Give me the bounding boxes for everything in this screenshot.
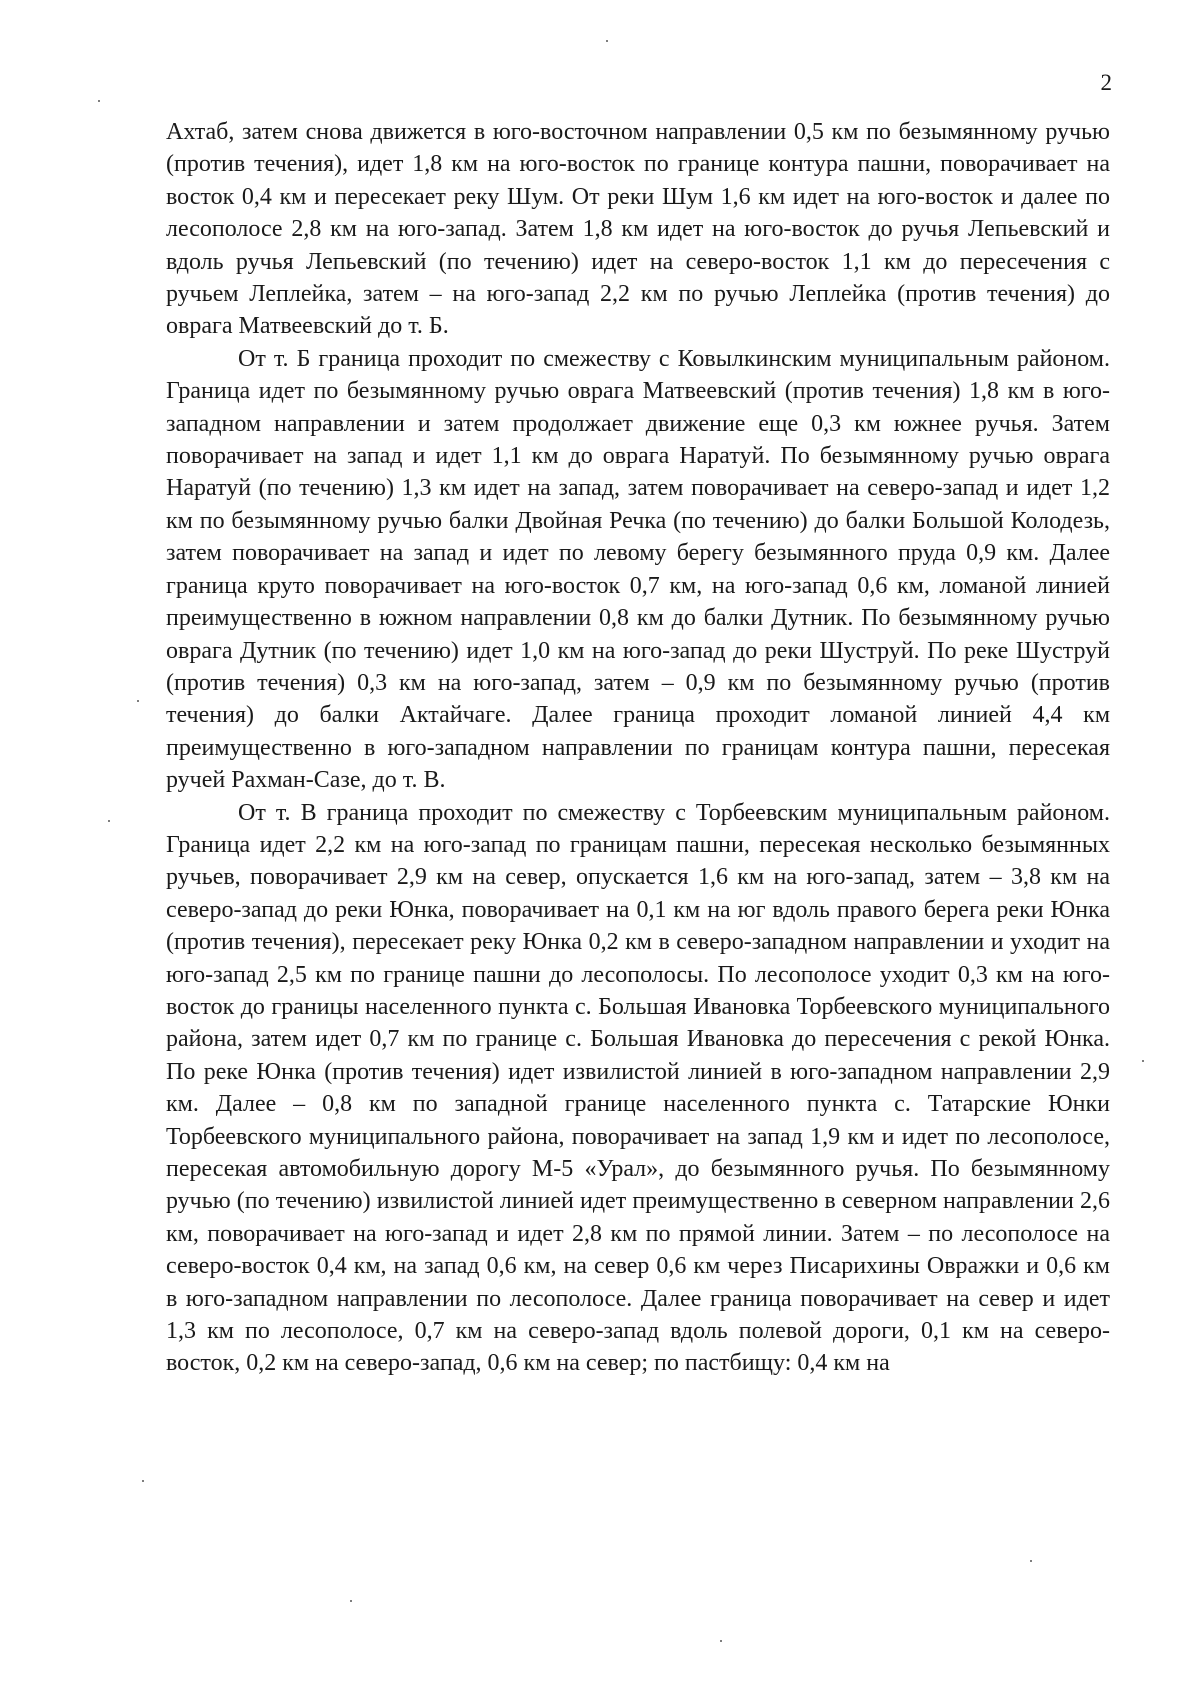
scan-speck — [606, 40, 608, 42]
scan-speck — [1142, 1060, 1144, 1062]
scan-speck — [1030, 1560, 1032, 1562]
scan-speck — [98, 100, 100, 102]
paragraph-continuation: Ахтаб, затем снова движется в юго-восточном направлении 0,5 км по безымянному ручью (против течения), идет 1,8 км на юго-восток по границе контура пашни, поворачивает на восток 0,4 км и пересекает реку Шум. От реки Шум 1,6 км идет на юго-восток и далее по лесополосе 2,8 км на юго-запад. Затем 1,8 км идет на юго-восток до ручья Лепьевский и вдоль ручья Лепьевский (по течению) идет на северо-восток 1,1 км до пересечения с ручьем Леплейка, затем – на юго-запад 2,2 км по ручью Леплейка (против течения) до оврага Матвеевский до т. Б. — [166, 119, 1110, 340]
paragraph-point-b: От т. Б граница проходит по смежеству с Ковылкинским муниципальным районом. Граница идет по безымянному ручью оврага Матвеевский (против течения) 1,8 км в юго-западном направлении и затем продолжает движение еще 0,3 км южнее ручья. Затем поворачивает на запад и идет 1,1 км до оврага Наратуй. По безымянному ручью оврага Наратуй (по течению) 1,3 км идет на запад, затем поворачивает на северо-запад и идет 1,2 км по безымянному ручью балки Двойная Речка (по течению) до балки Большой Колодезь, затем поворачивает на запад и идет по левому берегу безымянного пруда 0,9 км. Далее граница круто поворачивает на юго-восток 0,7 км, на юго-запад 0,6 км, ломаной линией преимущественно в южном направлении 0,8 км до балки Дутник. По безымянному ручью оврага Дутник (по течению) идет 1,0 км на юго-запад до реки Шуструй. По реке Шуструй (против течения) 0,3 км на юго-запад, затем – 0,9 км по безымянному ручью (против течения) до балки Актайчаге. Далее граница проходит ломаной линией 4,4 км преимущественно в юго-западном направлении по границам контура пашни, пересекая ручей Рахман-Сазе, до т. В. — [166, 345, 1110, 794]
scan-speck — [108, 820, 110, 822]
scan-speck — [142, 1480, 144, 1482]
page-number: 2 — [1100, 70, 1112, 95]
scan-speck — [350, 1600, 352, 1602]
scan-speck — [137, 700, 139, 702]
paragraph-point-v: От т. В граница проходит по смежеству с Торбеевским муниципальным районом. Граница идет 2,2 км на юго-запад по границам пашни, пересекая несколько безымянных ручьев, поворачивает 2,9 км на север, опускается 1,6 км на юго-запад, затем – 3,8 км на северо-запад до реки Юнка, поворачивает на 0,1 км на юг вдоль правого берега реки Юнка (против течения), пересекает реку Юнка 0,2 км в северо-западном направлении и уходит на юго-запад 2,5 км по границе пашни до лесополосы. По лесополосе уходит 0,3 км на юго-восток до границы населенного пункта с. Большая Ивановка Торбеевского муниципального района, затем идет 0,7 км по границе с. Большая Ивановка до пересечения с рекой Юнка. По реке Юнка (против течения) идет извилистой линией в юго-западном направлении 2,9 км. Далее – 0,8 км по западной границе населенного пункта с. Татарские Юнки Торбеевского муниципального района, поворачивает на запад 1,9 км и идет по лесополосе, пересекая автомобильную дорогу М-5 «Урал», до безымянного ручья. По безымянному ручью (по течению) извилистой линией идет преимущественно в северном направлении 2,6 км, поворачивает на юго-запад и идет 2,8 км по прямой линии. Затем – по лесополосе на северо-восток 0,4 км, на запад 0,6 км, на север 0,6 км через Писарихины Овражки и 0,6 км в юго-западном направлении по лесополосе. Далее граница поворачивает на север и идет 1,3 км по лесополосе, 0,7 км на северо-запад вдоль полевой дороги, 0,1 км на северо-восток, 0,2 км на северо-запад, 0,6 км на север; по пастбищу: 0,4 км на — [166, 799, 1110, 1377]
scan-speck — [720, 1640, 722, 1642]
body-text — [166, 116, 1110, 1380]
